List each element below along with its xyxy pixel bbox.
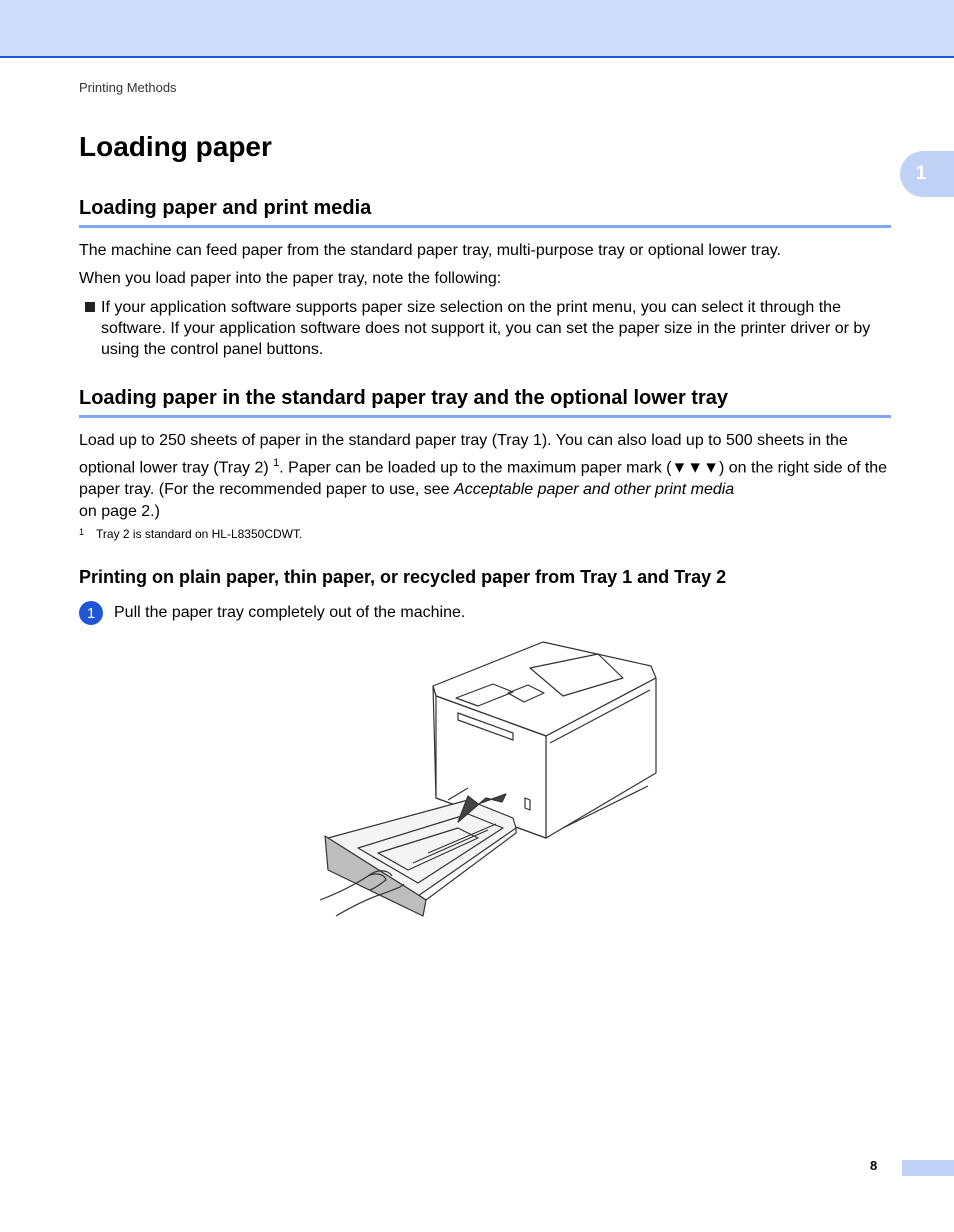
cross-reference-link[interactable]: Acceptable paper and other print media bbox=[454, 481, 735, 499]
chapter-tab: 1 bbox=[900, 151, 954, 197]
paper-tray-icon bbox=[325, 788, 516, 916]
step-1 bbox=[79, 601, 465, 625]
step-number-badge: 1 bbox=[79, 601, 103, 625]
footnote-text: Tray 2 is standard on HL-L8350CDWT. bbox=[96, 527, 303, 541]
section-heading-standard-tray: Loading paper in the standard paper tray and the optional lower tray bbox=[79, 387, 891, 418]
square-bullet-icon bbox=[85, 302, 95, 312]
printer-tray-illustration bbox=[318, 638, 663, 923]
page-number-bar bbox=[902, 1160, 954, 1176]
header-band bbox=[0, 0, 954, 58]
footnote-reference[interactable]: 1 bbox=[273, 457, 280, 469]
bullet-text: If your application software supports paper size selection on the print menu, you can select it through the software. If your application software does not support it, you can set the paper size in the printer driver or by using the control panel buttons. bbox=[101, 299, 871, 358]
section-heading-loading-paper-and-print-media: Loading paper and print media bbox=[79, 197, 891, 228]
breadcrumb: Printing Methods bbox=[79, 80, 177, 95]
paragraph-text-c: on page 2.) bbox=[79, 503, 160, 521]
subsection-heading: Printing on plain paper, thin paper, or recycled paper from Tray 1 and Tray 2 bbox=[79, 567, 727, 587]
footnote-number: 1 bbox=[79, 527, 85, 537]
paragraph-note-following: When you load paper into the paper tray, note the following: bbox=[79, 270, 502, 287]
paragraph-tray-capacity bbox=[79, 430, 891, 523]
bullet-item bbox=[79, 297, 891, 360]
paragraph-text-a: Load up to 250 sheets of paper in the standard paper tray (Tray 1). You can also load up to 500 sheets in the optional lower tray (Tray 2) bbox=[79, 432, 848, 477]
footnote bbox=[79, 527, 302, 541]
paragraph-feed-sources: The machine can feed paper from the standard paper tray, multi-purpose tray or optional lower tray. bbox=[79, 242, 781, 259]
page-title: Loading paper bbox=[79, 131, 272, 162]
paragraph-text-b: . Paper can be loaded up to the maximum paper mark (▼▼▼) on the right side of the paper tray. (For the recommended paper to use, see bbox=[79, 459, 888, 499]
page-number: 8 bbox=[870, 1158, 878, 1173]
step-text: Pull the paper tray completely out of the machine. bbox=[114, 604, 466, 621]
